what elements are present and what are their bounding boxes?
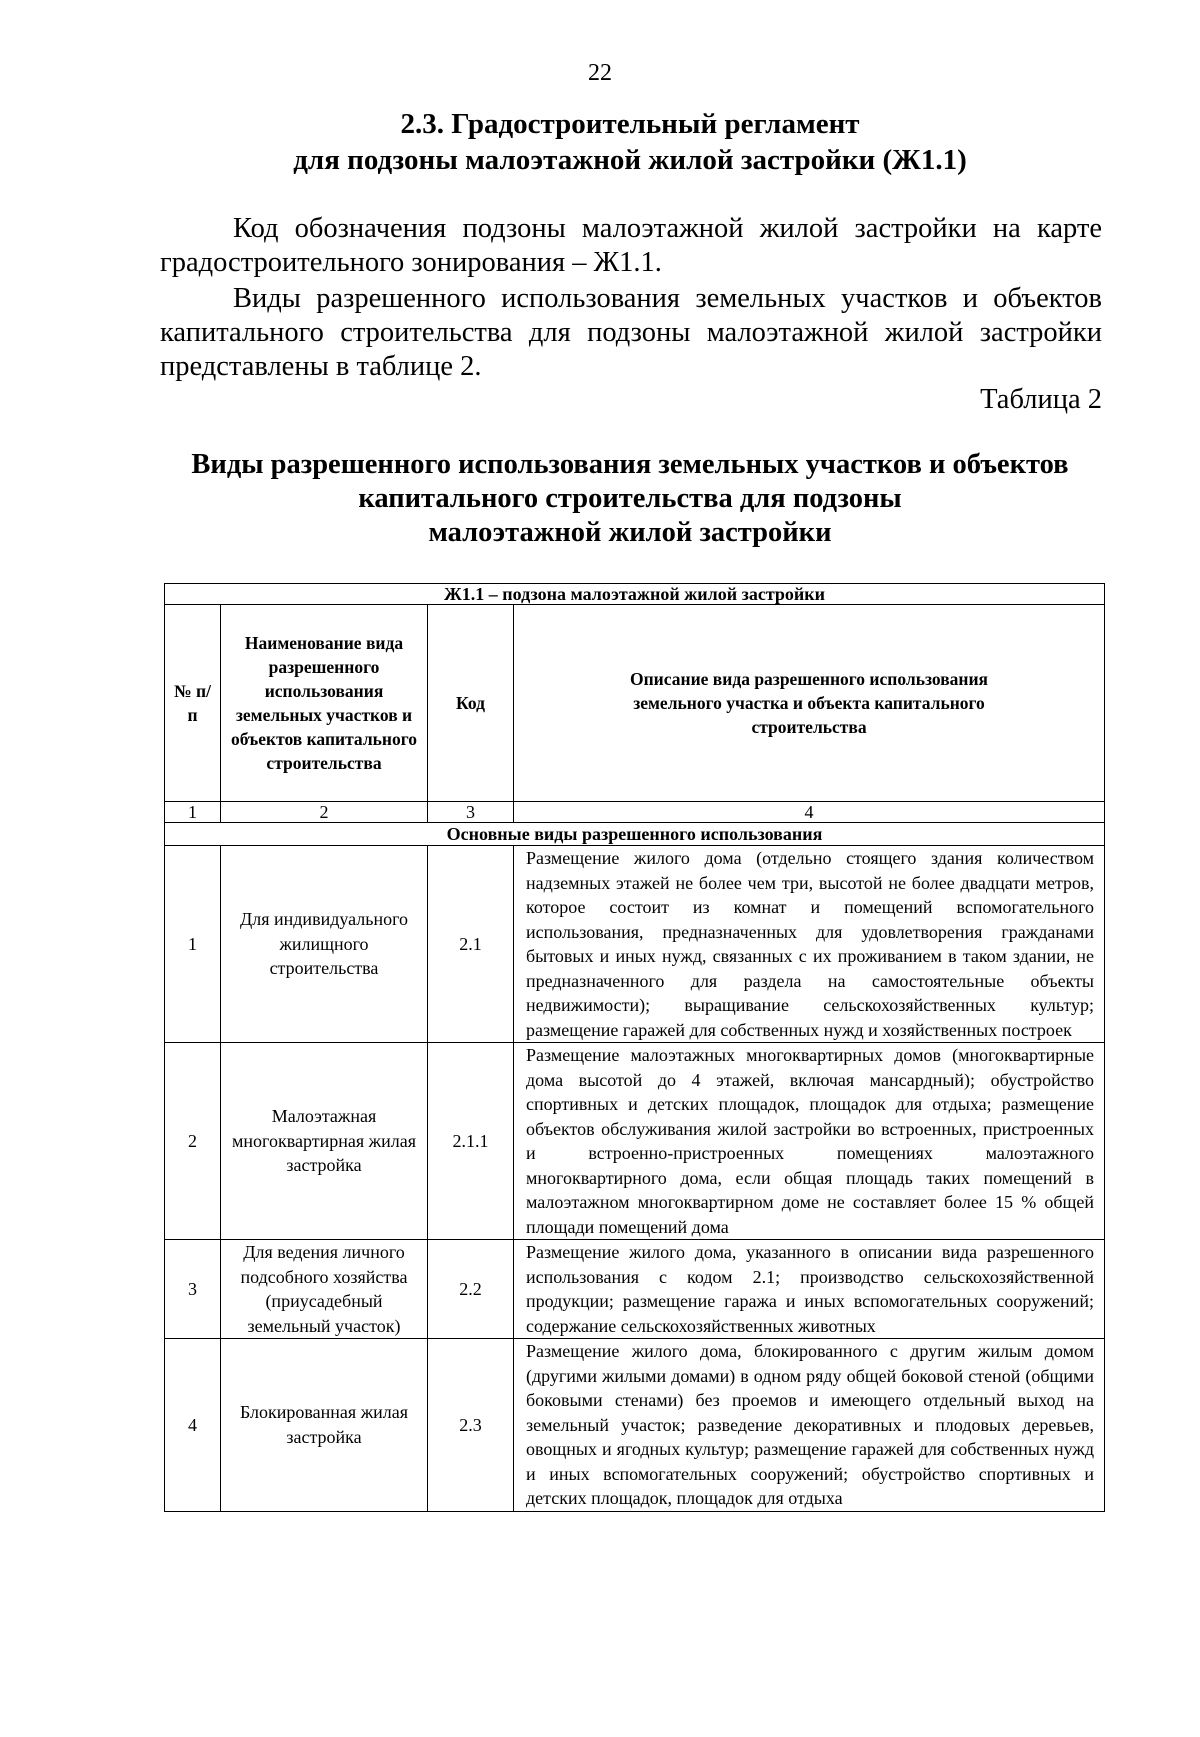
row-use-name: Малоэтажная многоквартирная жилая застройка	[221, 1043, 428, 1240]
permitted-use-table	[164, 583, 1105, 1512]
row-num: 3	[165, 1240, 221, 1339]
section-row	[165, 823, 1105, 846]
row-description: Размещение жилого дома (отдельно стоящего здания количеством надземных этажей не более чем три, высотой не более двадцати метров, которое состоит из комнат и помещений вспомогательного использования, предназначенных для удовлетворения гражданами бытовых и иных нужд, связанных с их проживанием в таком здании, не предназначенного для раздела на самостоятельные объекты недвижимости); выращивание сельскохозяйственных культур; размещение гаражей для собственных нужд и хозяйственных построек	[514, 846, 1105, 1043]
paragraph-table-reference: Виды разрешенного использования земельных участков и объектов капитального строительства для подзоны малоэтажной жилой застройки представлены в таблице 2.	[160, 283, 1102, 382]
row-code: 2.1	[428, 846, 514, 1043]
section-label: Основные виды разрешенного использования	[165, 823, 1105, 846]
table-caption: Таблица 2	[980, 384, 1102, 415]
row-use-name: Блокированная жилая застройка	[221, 1339, 428, 1512]
col-number: 4	[514, 802, 1105, 823]
row-code: 2.2	[428, 1240, 514, 1339]
col-header-desc: Описание вида разрешенного использования земельного участка и объекта капитального строительства	[514, 605, 1105, 802]
column-header-row	[165, 605, 1105, 802]
col-header-name: Наименование вида разрешенного использования земельных участков и объектов капитального строительства	[221, 605, 428, 802]
table-row	[165, 1339, 1105, 1512]
col-header-num: № п/п	[165, 605, 221, 802]
table-title	[150, 448, 1110, 550]
col-number: 3	[428, 802, 514, 823]
section-title-line-1: 2.3. Градостроительный регламент	[400, 108, 860, 140]
page-number: 22	[588, 60, 612, 86]
col-header-code: Код	[428, 605, 514, 802]
row-use-name: Для индивидуального жилищного строительства	[221, 846, 428, 1043]
row-num: 4	[165, 1339, 221, 1512]
table-row	[165, 1240, 1105, 1339]
row-num: 1	[165, 846, 221, 1043]
section-title	[150, 106, 1110, 178]
table-row	[165, 846, 1105, 1043]
zone-header: Ж1.1 – подзона малоэтажной жилой застройки	[165, 584, 1105, 605]
row-code: 2.1.1	[428, 1043, 514, 1240]
table-title-line-2: капитального строительства для подзоны	[358, 483, 902, 514]
col-number: 2	[221, 802, 428, 823]
row-description: Размещение жилого дома, указанного в описании вида разрешенного использования с кодом 2.1; производство сельскохозяйственной продукции; размещение гаража и иных вспомогательных сооружений; содержание сельскохозяйственных животных	[514, 1240, 1105, 1339]
zone-header-row	[165, 584, 1105, 605]
row-num: 2	[165, 1043, 221, 1240]
col-number: 1	[165, 802, 221, 823]
row-description: Размещение жилого дома, блокированного с другим жилым домом (другими жилыми домами) в одном ряду общей боковой стеной (общими боковыми стенами) без проемов и имеющего отдельный выход на земельный участок; разведение декоративных и плодовых деревьев, овощных и ягодных культур; размещение гаражей для собственных нужд и иных вспомогательных сооружений; обустройство спортивных и детских площадок, площадок для отдыха	[514, 1339, 1105, 1512]
table-title-line-1: Виды разрешенного использования земельных участков и объектов	[191, 449, 1069, 480]
table-row	[165, 1043, 1105, 1240]
row-description: Размещение малоэтажных многоквартирных домов (многоквартирные дома высотой до 4 этажей, включая мансардный); обустройство спортивных и детских площадок, площадок для отдыха; размещение объектов обслуживания жилой застройки во встроенных, пристроенных и встроенно-пристроенных помещениях малоэтажного многоквартирного дома, если общая площадь таких помещений в малоэтажном многоквартирном доме не составляет более 15 % общей площади помещений дома	[514, 1043, 1105, 1240]
row-code: 2.3	[428, 1339, 514, 1512]
paragraph-zone-code: Код обозначения подзоны малоэтажной жилой застройки на карте градостроительного зонирования – Ж1.1.	[160, 213, 1102, 278]
section-title-line-2: для подзоны малоэтажной жилой застройки (Ж1.1)	[293, 144, 967, 176]
column-number-row	[165, 802, 1105, 823]
row-use-name: Для ведения личного подсобного хозяйства (приусадебный земельный участок)	[221, 1240, 428, 1339]
table-title-line-3: малоэтажной жилой застройки	[428, 517, 832, 548]
